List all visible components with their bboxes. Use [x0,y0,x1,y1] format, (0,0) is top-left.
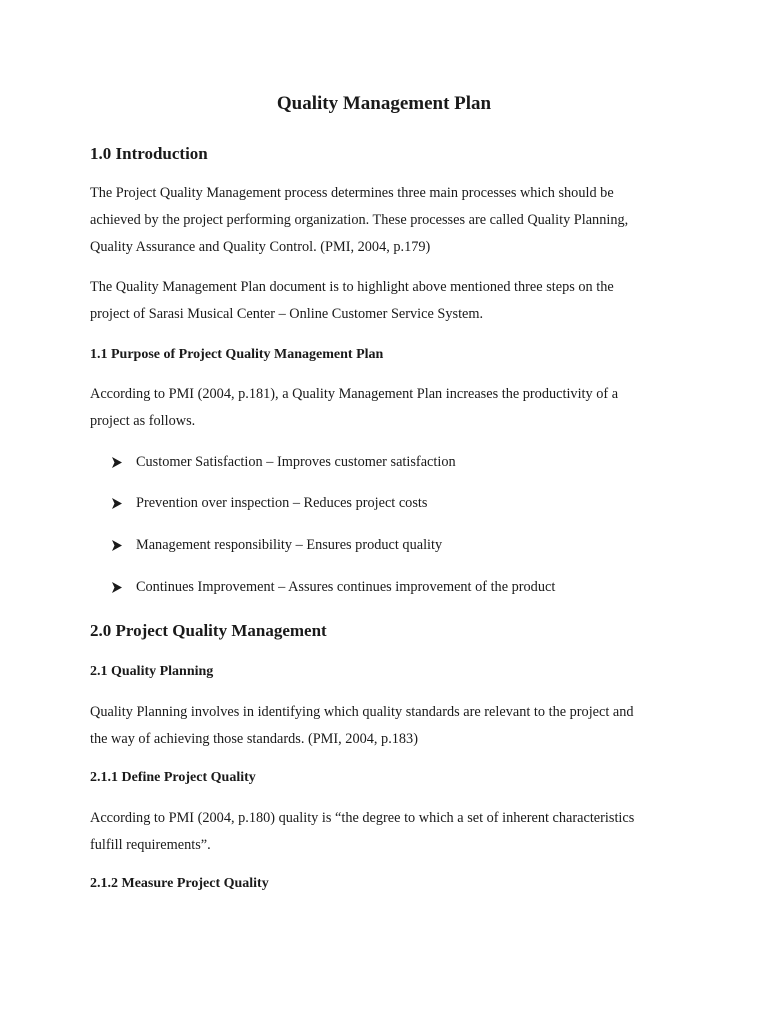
heading-quality-planning: 2.1 Quality Planning [90,664,214,679]
arrowhead-bullet-icon [112,498,122,509]
list-item [112,495,427,512]
list-item [112,454,456,471]
text-line: The Quality Management Plan document is to highlight above mentioned three steps on the [90,279,614,295]
heading-define-project-quality: 2.1.1 Define Project Quality [90,770,256,785]
list-item [112,579,555,596]
quality-planning-paragraph [90,699,680,753]
text-line: achieved by the project performing organization. These processes are called Quality Planning, [90,212,629,228]
heading-project-quality-management: 2.0 Project Quality Management [90,621,327,640]
list-item-text: Customer Satisfaction – Improves customer satisfaction [136,454,456,470]
text-line: project as follows. [90,413,196,429]
heading-measure-project-quality: 2.1.2 Measure Project Quality [90,876,269,891]
heading-purpose: 1.1 Purpose of Project Quality Management Plan [90,347,384,362]
text-line: fulfill requirements”. [90,837,211,853]
intro-paragraph-1 [90,180,680,261]
text-line: According to PMI (2004, p.180) quality is “the degree to which a set of inherent characteristics [90,810,635,826]
define-quality-paragraph [90,805,680,859]
text-line: According to PMI (2004, p.181), a Quality Management Plan increases the productivity of a [90,386,619,402]
text-line: The Project Quality Management process determines three main processes which should be [90,185,614,201]
text-line: project of Sarasi Musical Center – Online Customer Service System. [90,306,484,322]
list-item-text: Prevention over inspection – Reduces project costs [136,495,428,511]
purpose-paragraph [90,381,680,435]
arrowhead-bullet-icon [112,582,122,593]
arrowhead-bullet-icon [112,457,122,468]
list-item-text: Management responsibility – Ensures product quality [136,537,443,553]
list-item [112,537,442,554]
document-title: Quality Management Plan [276,93,492,114]
text-line: Quality Planning involves in identifying which quality standards are relevant to the project and [90,704,634,720]
intro-paragraph-2 [90,274,680,328]
list-item-text: Continues Improvement – Assures continues improvement of the product [136,579,556,595]
text-line: the way of achieving those standards. (PMI, 2004, p.183) [90,731,418,747]
text-line: Quality Assurance and Quality Control. (PMI, 2004, p.179) [90,239,431,255]
arrowhead-bullet-icon [112,540,122,551]
heading-introduction: 1.0 Introduction [90,144,208,163]
